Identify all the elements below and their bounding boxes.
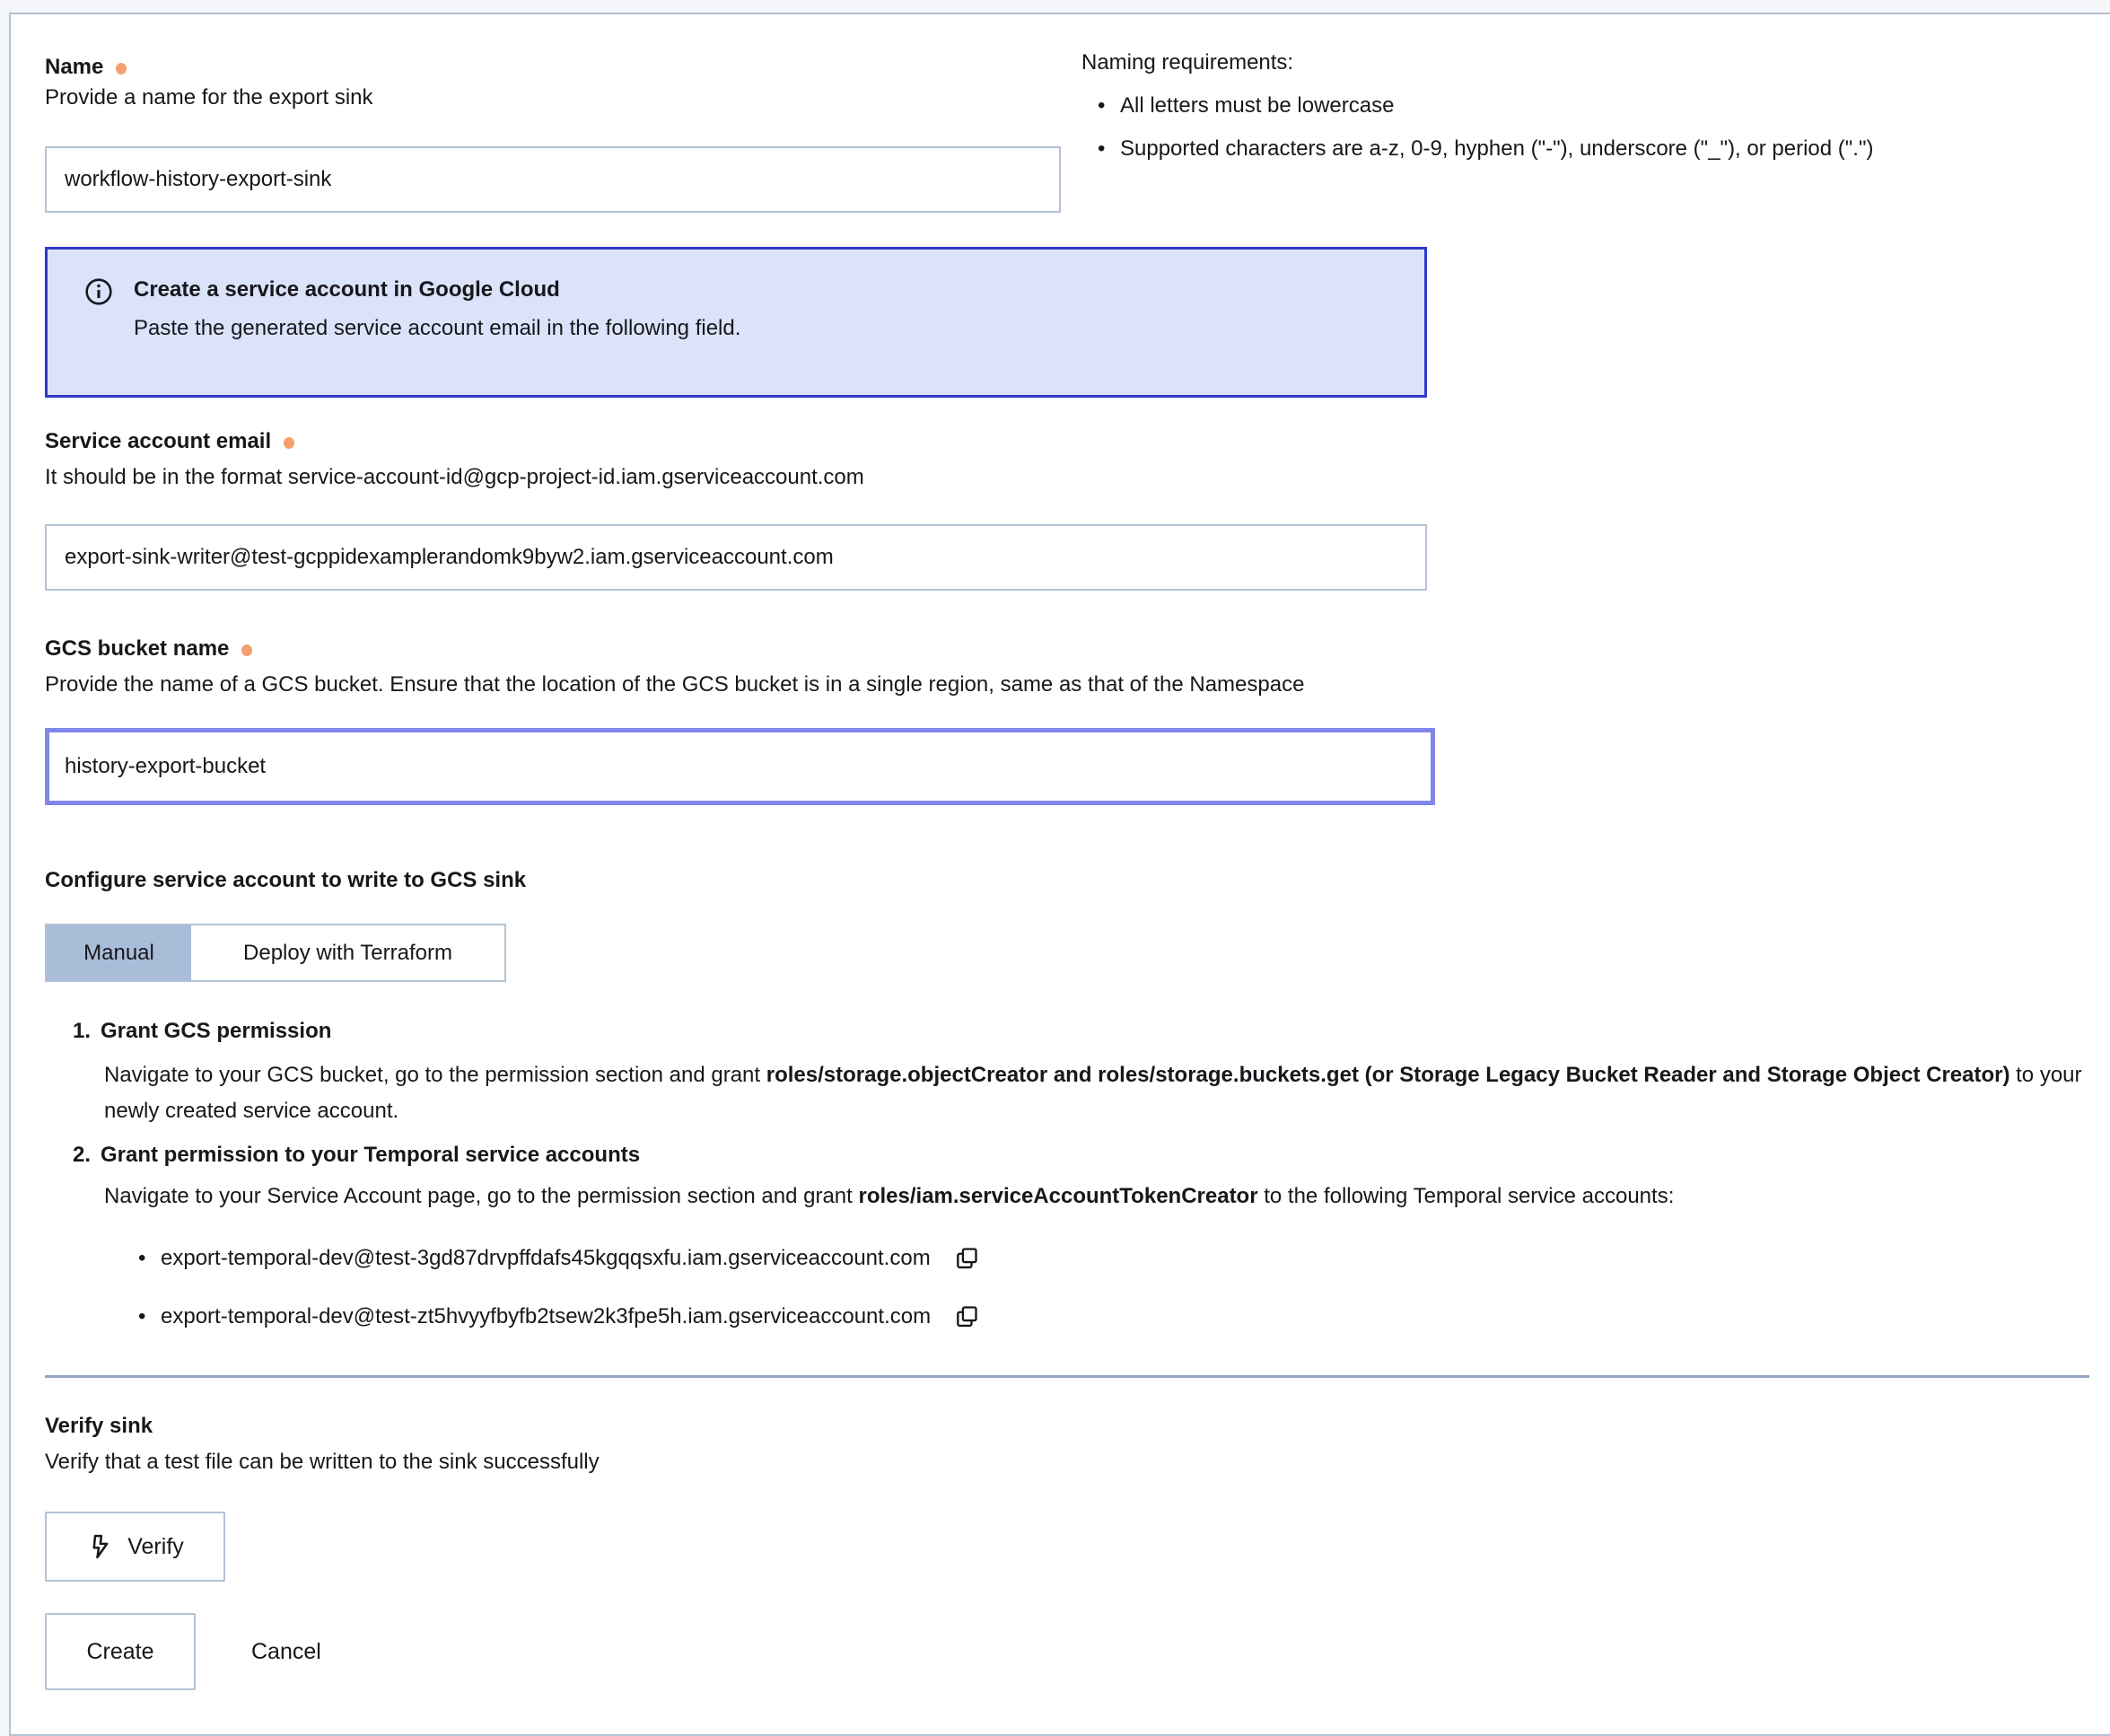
step-2-body-prefix: Navigate to your Service Account page, go to the permission section and grant <box>104 1184 859 1208</box>
info-box-title: Create a service account in Google Cloud <box>134 277 560 302</box>
gcs-bucket-input-focus-ring <box>45 728 1435 805</box>
verify-button-label: Verify <box>127 1533 184 1559</box>
name-label-row <box>45 52 1061 83</box>
name-description: Provide a name for the export sink <box>45 85 373 110</box>
name-label: Name <box>45 55 104 79</box>
step-2-title: Grant permission to your Temporal service accounts <box>101 1143 641 1167</box>
create-button[interactable] <box>45 1613 196 1690</box>
service-account-label-row <box>45 426 2089 457</box>
list-item <box>127 1243 2089 1274</box>
sink-name-input[interactable] <box>45 146 1061 213</box>
gcs-bucket-description: Provide the name of a GCS bucket. Ensure that the location of the GCS bucket is in a single region, same as that of the Namespace <box>45 672 1305 697</box>
tab-deploy-with-terraform-label: Deploy with Terraform <box>243 940 452 965</box>
cancel-button[interactable] <box>251 1639 321 1665</box>
gcs-bucket-input[interactable] <box>52 735 1428 798</box>
copy-icon <box>954 1304 979 1329</box>
service-account-info-box <box>45 247 1427 398</box>
step-2-body <box>104 1179 2090 1214</box>
temporal-service-account-email: • export-temporal-dev@test-zt5hvyyfbyfb2tsew2k3fpe5h.iam.gserviceaccount.com <box>161 1304 932 1328</box>
naming-requirements-title: Naming requirements: <box>1081 50 1294 75</box>
step-2-number: 2. <box>73 1143 92 1167</box>
create-button-label: Create <box>86 1638 154 1664</box>
naming-requirements-list <box>1081 91 2089 164</box>
top-row <box>45 14 2089 213</box>
step-1-body-suffix: to your newly created service account. <box>104 1063 2082 1123</box>
naming-requirements <box>1081 14 2089 213</box>
copy-email-button[interactable] <box>954 1304 979 1329</box>
copy-icon <box>954 1246 979 1271</box>
section-divider <box>45 1375 2089 1378</box>
service-account-email-input[interactable] <box>45 524 1427 591</box>
step-1-title: Grant GCS permission <box>101 1019 332 1043</box>
manual-steps <box>73 1016 2089 1332</box>
tab-deploy-with-terraform[interactable] <box>191 925 504 980</box>
verify-section-title: Verify sink <box>45 1414 153 1438</box>
configure-section-title: Configure service account to write to GCS sink <box>45 868 527 892</box>
name-field-group <box>45 14 1061 213</box>
lightning-icon <box>86 1533 113 1560</box>
step-2-heading <box>73 1140 2089 1170</box>
step-1-number: 1. <box>73 1019 92 1043</box>
step-1-heading <box>73 1016 2089 1047</box>
configure-tab-group <box>45 924 506 982</box>
required-dot <box>284 437 294 449</box>
list-item <box>127 1302 2089 1332</box>
copy-email-button[interactable] <box>954 1246 979 1271</box>
temporal-service-account-list <box>127 1243 2089 1332</box>
gcs-bucket-label-row <box>45 634 2089 664</box>
temporal-service-account-email: • export-temporal-dev@test-3gd87drvpffdafs45kgqqsxfu.iam.gserviceaccount.com <box>161 1246 931 1270</box>
cancel-button-label: Cancel <box>251 1638 321 1664</box>
export-sink-form-card <box>9 13 2110 1736</box>
info-box-body: Paste the generated service account email in the following field. <box>134 316 741 340</box>
service-account-description: It should be in the format service-account-id@gcp-project-id.iam.gserviceaccount.com <box>45 465 864 489</box>
naming-requirement-item: • All letters must be lowercase <box>1081 91 2089 121</box>
step-1-body-prefix: Navigate to your GCS bucket, go to the permission section and grant <box>104 1063 766 1087</box>
verify-section-description: Verify that a test file can be written to the sink successfully <box>45 1450 600 1474</box>
tab-manual-label: Manual <box>83 940 154 965</box>
step-2-body-suffix: to the following Temporal service accounts: <box>1257 1184 1675 1208</box>
step-1-body-bold: roles/storage.objectCreator and roles/storage.buckets.get (or Storage Legacy Bucket Reader and Storage Object Creator) <box>766 1063 2010 1087</box>
gcs-bucket-label: GCS bucket name <box>45 636 230 661</box>
step-1-body <box>104 1057 2090 1129</box>
naming-requirement-item: • Supported characters are a-z, 0-9, hyphen ("-"), underscore ("_"), or period (".") <box>1081 134 2089 164</box>
required-dot <box>241 644 252 656</box>
verify-button[interactable] <box>45 1512 225 1582</box>
tab-manual[interactable] <box>47 925 191 980</box>
form-actions <box>45 1613 2089 1690</box>
info-icon <box>83 276 114 307</box>
required-dot <box>116 63 127 75</box>
service-account-label: Service account email <box>45 429 272 453</box>
step-2-body-bold: roles/iam.serviceAccountTokenCreator <box>858 1184 1258 1208</box>
info-box-text <box>134 275 740 344</box>
